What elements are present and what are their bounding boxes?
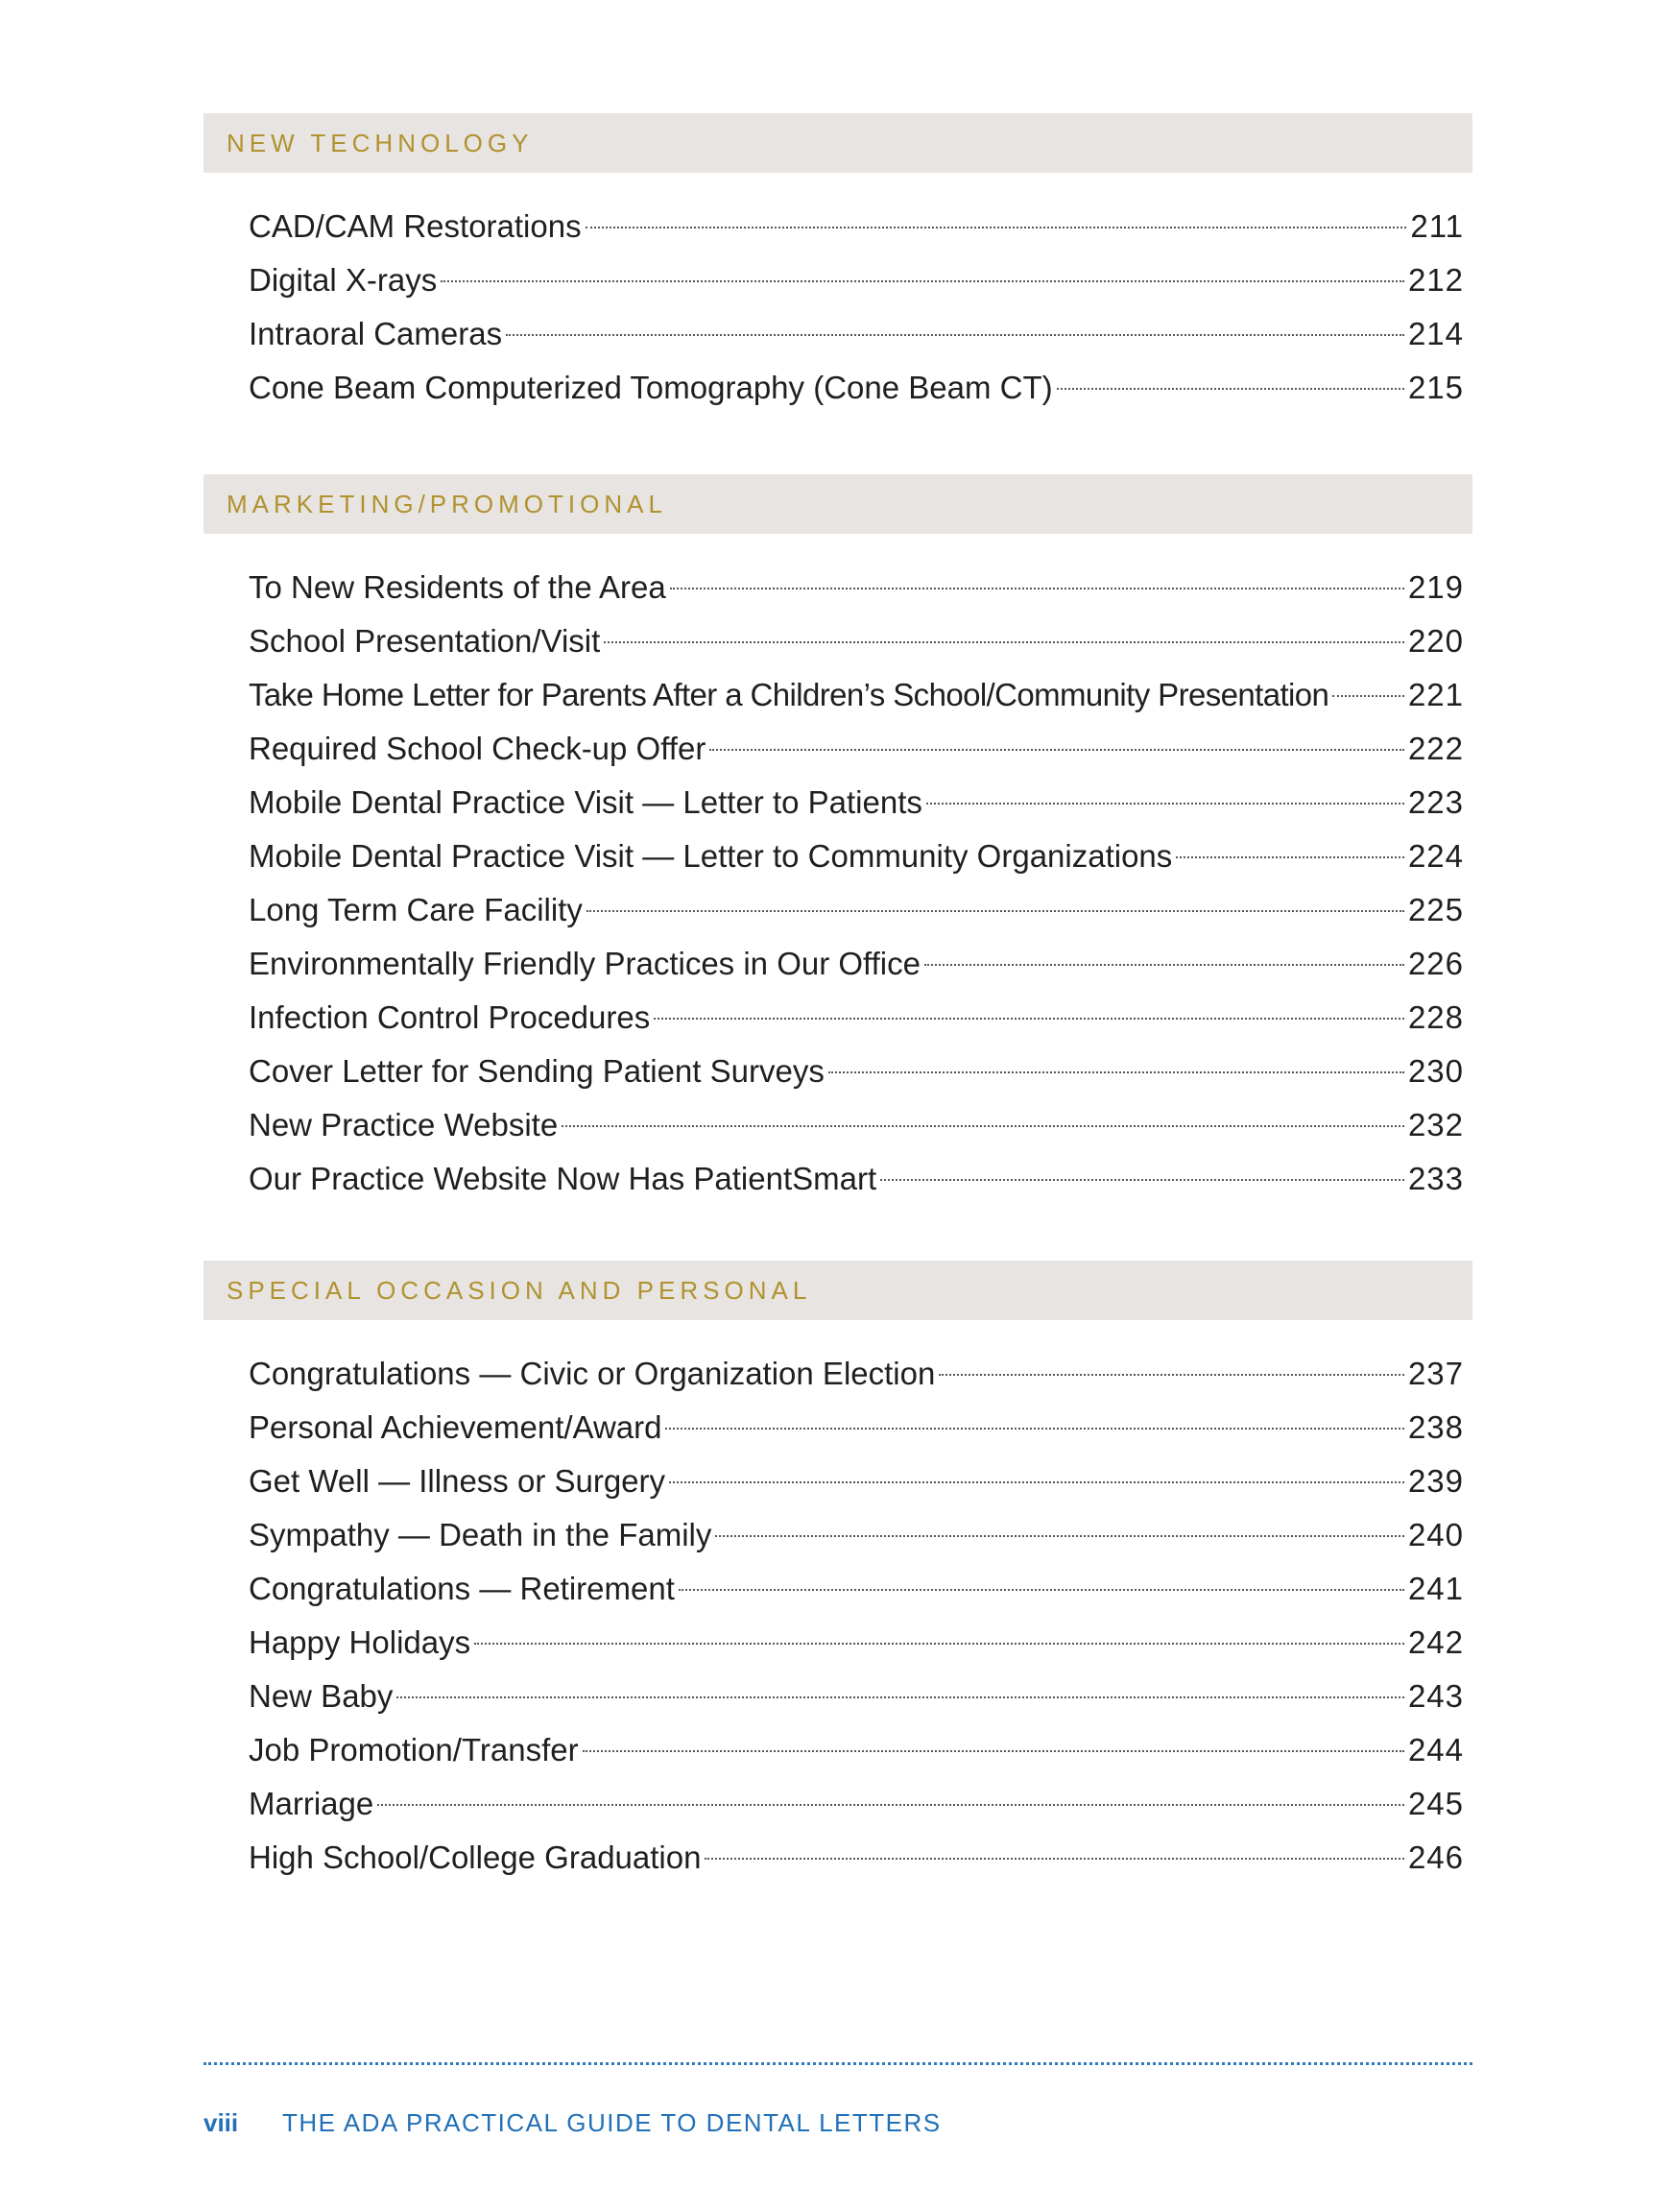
dot-leader bbox=[586, 910, 1404, 912]
entry-title: Job Promotion/Transfer bbox=[249, 1732, 579, 1767]
entry-page-number: 243 bbox=[1407, 1678, 1464, 1714]
toc-entry[interactable] bbox=[249, 776, 1464, 830]
toc-section-special-occasion-personal bbox=[203, 1261, 1472, 1885]
toc-entry[interactable] bbox=[249, 1562, 1464, 1616]
dot-leader bbox=[506, 334, 1404, 336]
dot-leader bbox=[604, 641, 1404, 643]
toc-entry[interactable] bbox=[249, 200, 1464, 253]
entry-title: Intraoral Cameras bbox=[249, 316, 503, 351]
entry-page-number: 228 bbox=[1407, 999, 1464, 1035]
entry-page-number: 222 bbox=[1407, 731, 1464, 766]
entry-page-number: 240 bbox=[1407, 1517, 1464, 1552]
dot-leader bbox=[377, 1804, 1404, 1806]
footer-book-title: THE ADA PRACTICAL GUIDE TO DENTAL LETTERS bbox=[282, 2108, 942, 2137]
entry-title: Mobile Dental Practice Visit — Letter to Community Organizations bbox=[249, 838, 1173, 874]
entry-page-number: 245 bbox=[1407, 1786, 1464, 1821]
entry-title: Infection Control Procedures bbox=[249, 999, 651, 1035]
dot-leader bbox=[583, 1750, 1404, 1752]
entry-page-number: 241 bbox=[1407, 1571, 1464, 1606]
dot-leader bbox=[709, 749, 1404, 751]
dot-leader bbox=[1176, 856, 1404, 858]
footer-dotted-rule bbox=[203, 2062, 1472, 2065]
entry-page-number: 244 bbox=[1407, 1732, 1464, 1767]
toc-section-new-technology bbox=[203, 113, 1472, 415]
toc-entry[interactable] bbox=[249, 991, 1464, 1045]
dot-leader bbox=[880, 1179, 1404, 1181]
entry-title: High School/College Graduation bbox=[249, 1839, 702, 1875]
toc-entry[interactable] bbox=[249, 722, 1464, 776]
dot-leader bbox=[926, 803, 1404, 805]
toc-section-marketing-promotional bbox=[203, 474, 1472, 1206]
toc-entry[interactable] bbox=[249, 1098, 1464, 1152]
entry-page-number: 239 bbox=[1407, 1463, 1464, 1499]
toc-entry[interactable] bbox=[249, 1401, 1464, 1455]
entry-title: Personal Achievement/Award bbox=[249, 1409, 662, 1445]
toc-entry[interactable] bbox=[249, 1347, 1464, 1401]
dot-leader bbox=[1332, 695, 1404, 697]
entry-title: Happy Holidays bbox=[249, 1624, 471, 1660]
dot-leader bbox=[474, 1643, 1404, 1645]
entry-page-number: 232 bbox=[1407, 1107, 1464, 1142]
section-entries bbox=[203, 561, 1472, 1206]
dot-leader bbox=[669, 1481, 1404, 1483]
dot-leader bbox=[679, 1589, 1404, 1591]
entry-title: To New Residents of the Area bbox=[249, 569, 666, 605]
entry-page-number: 225 bbox=[1407, 892, 1464, 927]
toc-entry[interactable] bbox=[249, 1455, 1464, 1508]
toc-entry[interactable] bbox=[249, 1508, 1464, 1562]
entry-title: New Practice Website bbox=[249, 1107, 559, 1142]
dot-leader bbox=[705, 1858, 1403, 1860]
dot-leader bbox=[586, 227, 1407, 228]
toc-entry[interactable] bbox=[249, 307, 1464, 361]
section-header bbox=[203, 1261, 1472, 1320]
toc-entry[interactable] bbox=[249, 883, 1464, 937]
entry-title: School Presentation/Visit bbox=[249, 623, 601, 659]
dot-leader bbox=[654, 1018, 1404, 1020]
entry-page-number: 224 bbox=[1407, 838, 1464, 874]
section-entries bbox=[203, 1347, 1472, 1885]
toc-entry[interactable] bbox=[249, 614, 1464, 668]
dot-leader bbox=[939, 1374, 1404, 1376]
toc-entry[interactable] bbox=[249, 1152, 1464, 1206]
entry-title: Sympathy — Death in the Family bbox=[249, 1517, 712, 1552]
section-title: MARKETING/PROMOTIONAL bbox=[227, 489, 667, 518]
toc-entry[interactable] bbox=[249, 1045, 1464, 1098]
entry-title: Congratulations — Civic or Organization Election bbox=[249, 1356, 936, 1391]
toc-entry[interactable] bbox=[249, 1831, 1464, 1885]
entry-page-number: 214 bbox=[1407, 316, 1464, 351]
entry-title: Our Practice Website Now Has PatientSmart bbox=[249, 1161, 877, 1196]
toc-entry[interactable] bbox=[249, 561, 1464, 614]
entry-page-number: 220 bbox=[1407, 623, 1464, 659]
entry-page-number: 221 bbox=[1407, 677, 1464, 712]
section-header bbox=[203, 474, 1472, 534]
toc-entry[interactable] bbox=[249, 1616, 1464, 1670]
toc-entry[interactable] bbox=[249, 1670, 1464, 1723]
section-title: SPECIAL OCCASION AND PERSONAL bbox=[227, 1275, 812, 1305]
entry-title: Congratulations — Retirement bbox=[249, 1571, 675, 1606]
entry-page-number: 242 bbox=[1407, 1624, 1464, 1660]
toc-entry[interactable] bbox=[249, 668, 1464, 722]
entry-title: Required School Check-up Offer bbox=[249, 731, 706, 766]
entry-title: Long Term Care Facility bbox=[249, 892, 583, 927]
entry-page-number: 246 bbox=[1407, 1839, 1464, 1875]
dot-leader bbox=[562, 1125, 1404, 1127]
entry-page-number: 223 bbox=[1407, 784, 1464, 820]
entry-title: New Baby bbox=[249, 1678, 394, 1714]
entry-page-number: 226 bbox=[1407, 946, 1464, 981]
dot-leader bbox=[1057, 388, 1404, 390]
entry-page-number: 238 bbox=[1407, 1409, 1464, 1445]
dot-leader bbox=[715, 1535, 1404, 1537]
entry-title: Mobile Dental Practice Visit — Letter to Patients bbox=[249, 784, 922, 820]
toc-entry[interactable] bbox=[249, 1777, 1464, 1831]
dot-leader bbox=[441, 280, 1404, 282]
section-title: NEW TECHNOLOGY bbox=[227, 128, 534, 157]
section-entries bbox=[203, 200, 1472, 415]
dot-leader bbox=[828, 1071, 1404, 1073]
entry-page-number: 230 bbox=[1407, 1053, 1464, 1089]
page-footer bbox=[203, 2108, 942, 2138]
dot-leader bbox=[924, 964, 1404, 966]
entry-title: Cover Letter for Sending Patient Surveys bbox=[249, 1053, 825, 1089]
entry-title: Get Well — Illness or Surgery bbox=[249, 1463, 666, 1499]
entry-title: Marriage bbox=[249, 1786, 374, 1821]
dot-leader bbox=[670, 588, 1404, 589]
entry-page-number: 233 bbox=[1407, 1161, 1464, 1196]
toc-entry[interactable] bbox=[249, 253, 1464, 307]
entry-title: Digital X-rays bbox=[249, 262, 438, 298]
toc-entry[interactable] bbox=[249, 361, 1464, 415]
dot-leader bbox=[396, 1696, 1404, 1698]
dot-leader bbox=[665, 1428, 1403, 1430]
entry-page-number: 211 bbox=[1410, 208, 1464, 244]
footer-page-number: viii bbox=[203, 2108, 239, 2137]
entry-page-number: 237 bbox=[1407, 1356, 1464, 1391]
entry-title: CAD/CAM Restorations bbox=[249, 208, 582, 244]
section-header bbox=[203, 113, 1472, 173]
entry-page-number: 215 bbox=[1407, 370, 1464, 405]
entry-page-number: 212 bbox=[1407, 262, 1464, 298]
toc-entry[interactable] bbox=[249, 937, 1464, 991]
entry-title: Environmentally Friendly Practices in Our Office bbox=[249, 946, 921, 981]
toc-entry[interactable] bbox=[249, 830, 1464, 883]
entry-title: Take Home Letter for Parents After a Children’s School/Community Presentation bbox=[249, 677, 1329, 712]
entry-page-number: 219 bbox=[1407, 569, 1464, 605]
toc-entry[interactable] bbox=[249, 1723, 1464, 1777]
entry-title: Cone Beam Computerized Tomography (Cone Beam CT) bbox=[249, 370, 1053, 405]
